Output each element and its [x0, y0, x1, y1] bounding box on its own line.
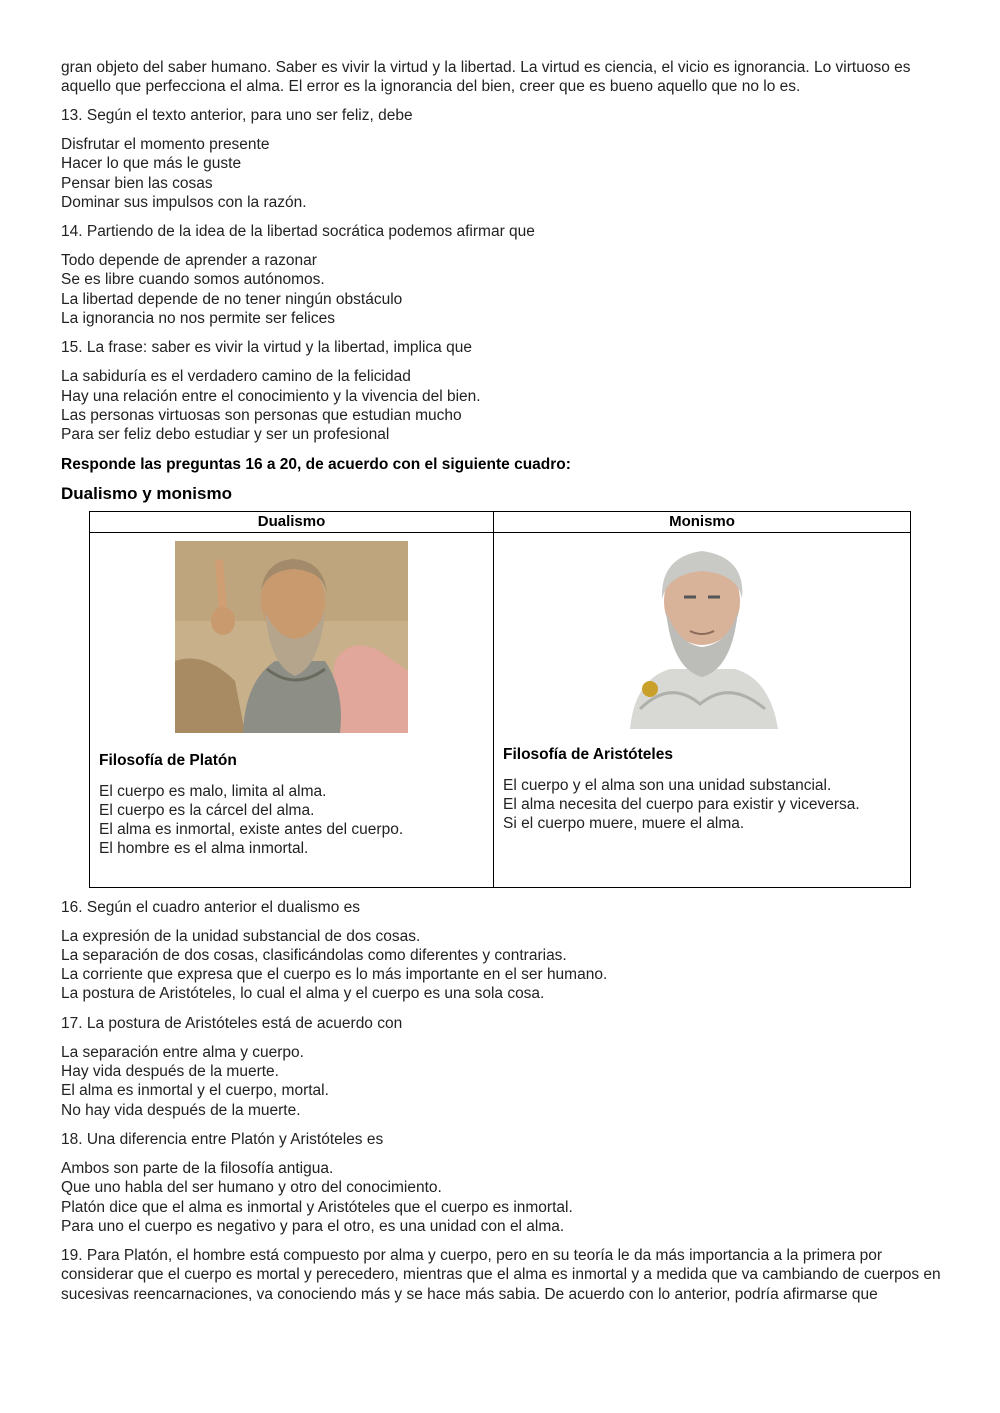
option-14-3[interactable]: La libertad depende de no tener ningún obstáculo	[61, 290, 403, 308]
option-14-2[interactable]: Se es libre cuando somos autónomos.	[61, 271, 325, 289]
question-14-options	[61, 251, 941, 328]
question-16-options	[61, 927, 941, 1004]
option-13-3[interactable]: Pensar bien las cosas	[61, 174, 213, 192]
option-16-3[interactable]: La corriente que expresa que el cuerpo es lo más importante en el ser humano.	[61, 966, 608, 984]
question-13-options	[61, 135, 941, 212]
cell-monismo	[494, 532, 911, 887]
option-13-1[interactable]: Disfrutar el momento presente	[61, 136, 270, 153]
header-dualismo: Dualismo	[90, 511, 494, 532]
question-18: 18. Una diferencia entre Platón y Aristóteles es	[61, 1130, 384, 1148]
question-17: 17. La postura de Aristóteles está de acuerdo con	[61, 1014, 403, 1032]
aristotle-portrait-image	[620, 539, 785, 729]
option-16-1[interactable]: La expresión de la unidad substancial de dos cosas.	[61, 927, 421, 945]
option-14-4[interactable]: La ignorancia no nos permite ser felices	[61, 310, 335, 328]
section-title: Dualismo y monismo	[61, 483, 232, 503]
question-13: 13. Según el texto anterior, para uno ser feliz, debe	[61, 107, 413, 124]
plato-line: El hombre es el alma inmortal.	[99, 840, 309, 858]
option-17-1[interactable]: La separación entre alma y cuerpo.	[61, 1043, 304, 1061]
intro-paragraph: gran objeto del saber humano. Saber es vivir la virtud y la libertad. La virtud es ciencia, el vicio es ignorancia. Lo virtuoso es aquello que perfecciona el alma. El error es la ignorancia del bien, creer que es bueno aquello que no lo es.	[61, 59, 911, 95]
cell-dualismo	[90, 532, 494, 887]
aristotle-title: Filosofía de Aristóteles	[503, 745, 673, 763]
option-17-2[interactable]: Hay vida después de la muerte.	[61, 1063, 279, 1081]
worksheet-page	[61, 58, 941, 1304]
option-16-2[interactable]: La separación de dos cosas, clasificándolas como diferentes y contrarias.	[61, 946, 567, 964]
option-18-2[interactable]: Que uno habla del ser humano y otro del conocimiento.	[61, 1179, 442, 1197]
option-18-4[interactable]: Para uno el cuerpo es negativo y para el otro, es una unidad con el alma.	[61, 1217, 565, 1235]
option-13-4[interactable]: Dominar sus impulsos con la razón.	[61, 193, 307, 211]
option-17-3[interactable]: El alma es inmortal y el cuerpo, mortal.	[61, 1082, 329, 1100]
option-15-4[interactable]: Para ser feliz debo estudiar y ser un profesional	[61, 426, 390, 444]
option-15-1[interactable]: La sabiduría es el verdadero camino de la felicidad	[61, 368, 411, 386]
question-15-options	[61, 367, 941, 444]
plato-line: El alma es inmortal, existe antes del cuerpo.	[99, 821, 404, 839]
instruction-text: Responde las preguntas 16 a 20, de acuerdo con el siguiente cuadro:	[61, 455, 571, 473]
option-16-4[interactable]: La postura de Aristóteles, lo cual el alma y el cuerpo es una sola cosa.	[61, 985, 545, 1003]
comparison-table	[89, 511, 911, 888]
option-13-2[interactable]: Hacer lo que más le guste	[61, 155, 242, 173]
question-19: 19. Para Platón, el hombre está compuesto por alma y cuerpo, pero en su teoría le da más importancia a la primera por considerar que el cuerpo es mortal y perecedero, mientras que el alma es inmortal y a medida que va cambiando de cuerpos en sucesivas reencarnaciones, va conociendo más y se hace más sabia. De acuerdo con lo anterior, podría afirmarse que	[61, 1247, 941, 1303]
plato-title: Filosofía de Platón	[99, 751, 237, 769]
question-14: 14. Partiendo de la idea de la libertad socrática podemos afirmar que	[61, 223, 535, 241]
option-17-4[interactable]: No hay vida después de la muerte.	[61, 1101, 301, 1119]
plato-line: El cuerpo es la cárcel del alma.	[99, 801, 315, 819]
plato-line: El cuerpo es malo, limita al alma.	[99, 782, 327, 800]
question-15: 15. La frase: saber es vivir la virtud y la libertad, implica que	[61, 339, 472, 357]
option-15-2[interactable]: Hay una relación entre el conocimiento y la vivencia del bien.	[61, 387, 481, 405]
aristotle-line: El alma necesita del cuerpo para existir y viceversa.	[503, 795, 860, 813]
aristotle-line: Si el cuerpo muere, muere el alma.	[503, 815, 745, 833]
plato-portrait-image	[175, 541, 408, 733]
question-17-options	[61, 1043, 941, 1120]
header-monismo: Monismo	[494, 511, 911, 532]
question-18-options	[61, 1159, 941, 1236]
option-14-1[interactable]: Todo depende de aprender a razonar	[61, 252, 317, 270]
option-18-1[interactable]: Ambos son parte de la filosofía antigua.	[61, 1159, 334, 1177]
aristotle-line: El cuerpo y el alma son una unidad substancial.	[503, 776, 832, 794]
question-16: 16. Según el cuadro anterior el dualismo es	[61, 898, 360, 916]
option-18-3[interactable]: Platón dice que el alma es inmortal y Aristóteles que el cuerpo es inmortal.	[61, 1198, 573, 1216]
option-15-3[interactable]: Las personas virtuosas son personas que estudian mucho	[61, 406, 462, 424]
